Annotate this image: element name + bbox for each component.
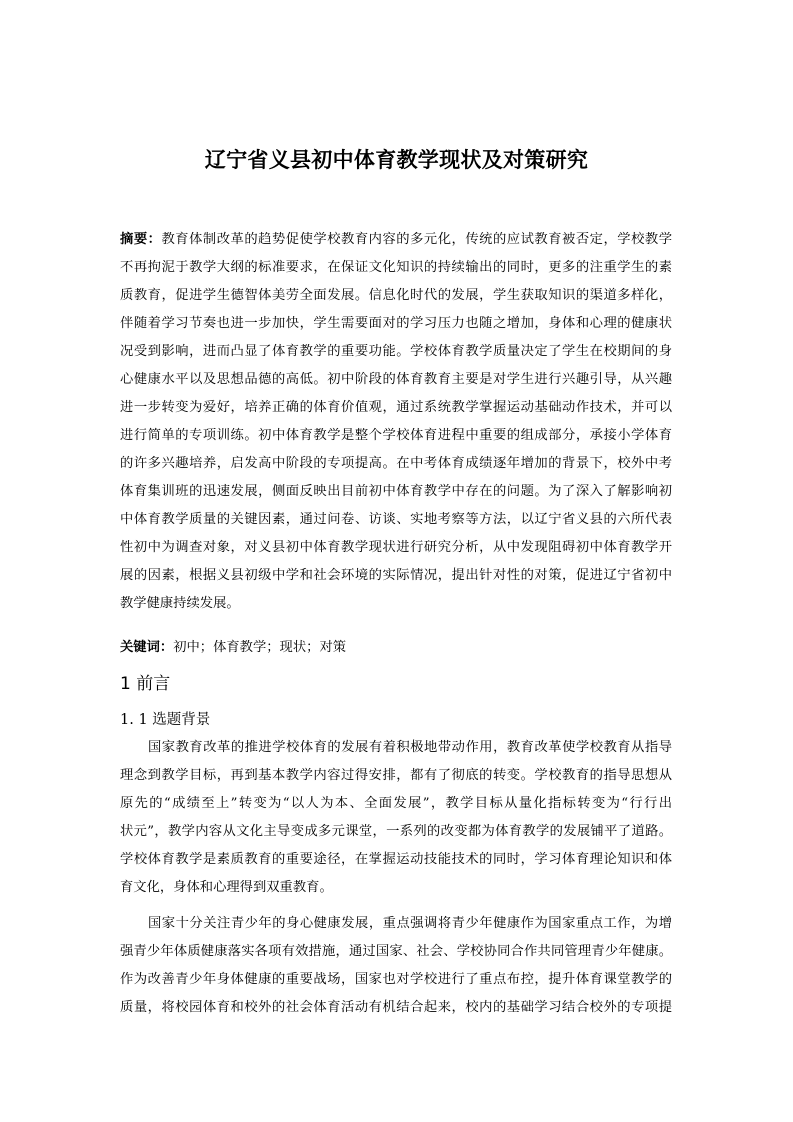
abstract-text: 教育体制改革的趋势促使学校教育内容的多元化，传统的应试教育被否定，学校教学 [161, 232, 672, 247]
paragraph-line: 质量，将校园体育和校外的社会体育活动有机结合起来，校内的基础学习结合校外的专项提 [120, 1000, 672, 1015]
abstract-line: 体育集训班的迅速发展，侧面反映出目前初中体育教学中存在的问题。为了深入了解影响初 [120, 484, 672, 499]
paragraph-line: 育文化，身体和心理得到双重教育。 [120, 880, 333, 895]
paragraph-line: 国家教育改革的推进学校体育的发展有着积极地带动作用，教育改革使学校教育从指导 [148, 740, 672, 755]
abstract-line: 教学健康持续发展。 [120, 596, 240, 611]
paragraph-line: 原先的“成绩至上”转变为“以人为本、全面发展”，教学目标从量化指标转变为“行行出 [120, 796, 672, 811]
abstract-line: 中体育教学质量的关键因素，通过问卷、访谈、实地考察等方法，以辽宁省义县的六所代表 [120, 512, 672, 527]
keywords-label: 关键词： [120, 640, 174, 655]
paragraph-line: 状元”，教学内容从文化主导变成多元课堂，一系列的改变都为体育教学的发展铺平了道路。 [120, 824, 672, 839]
subsection-heading: 1. 1 选题背景 [120, 712, 211, 728]
abstract-line [120, 226, 672, 254]
abstract-line: 心健康水平以及思想品德的高低。初中阶段的体育教育主要是对学生进行兴趣引导，从兴趣 [120, 372, 672, 387]
paragraph-line: 理念到教学目标，再到基本教学内容过得安排，都有了彻底的转变。学校教育的指导思想从 [120, 768, 672, 783]
section-heading: 1 前言 [120, 674, 171, 694]
abstract-line: 进一步转变为爱好，培养正确的体育价值观，通过系统教学掌握运动基础动作技术，并可以 [120, 400, 672, 415]
keywords [120, 634, 672, 662]
abstract-line: 况受到影响，进而凸显了体育教学的重要功能。学校体育教学质量决定了学生在校期间的身 [120, 344, 672, 359]
paragraph [120, 734, 672, 902]
abstract-line: 不再拘泥于教学大纲的标准要求，在保证文化知识的持续输出的同时，更多的注重学生的素 [120, 260, 672, 275]
keywords-text: 初中；体育教学；现状；对策 [173, 640, 347, 655]
abstract [120, 226, 672, 618]
abstract-line: 质教育，促进学生德智体美劳全面发展。信息化时代的发展，学生获取知识的渠道多样化， [120, 288, 672, 303]
abstract-label: 摘要： [120, 232, 162, 247]
abstract-line: 的许多兴趣培养，启发高中阶段的专项提高。在中考体育成绩逐年增加的背景下，校外中考 [120, 456, 672, 471]
paragraph-line: 国家十分关注青少年的身心健康发展，重点强调将青少年健康作为国家重点工作，为增 [148, 916, 672, 931]
abstract-line: 伴随着学习节奏也进一步加快，学生需要面对的学习压力也随之增加，身体和心理的健康状 [120, 316, 672, 331]
abstract-line: 性初中为调查对象，对义县初中体育教学现状进行研究分析，从中发现阻碍初中体育教学开 [120, 540, 672, 555]
keywords-line [120, 634, 672, 662]
paragraph-line: 学校体育教学是素质教育的重要途径，在掌握运动技能技术的同时，学习体育理论知识和体 [120, 852, 672, 867]
paragraph-line: 作为改善青少年身体健康的重要战场，国家也对学校进行了重点布控，提升体育课堂教学的 [120, 972, 672, 987]
paragraph [120, 910, 672, 1022]
paper-title: 辽宁省义县初中体育教学现状及对策研究 [204, 148, 589, 172]
paragraph-line: 强青少年体质健康落实各项有效措施，通过国家、社会、学校协同合作共同管理青少年健康。 [120, 944, 672, 959]
abstract-line: 展的因素，根据义县初级中学和社会环境的实际情况，提出针对性的对策，促进辽宁省初中 [120, 568, 672, 583]
abstract-line: 进行简单的专项训练。初中体育教学是整个学校体育进程中重要的组成部分，承接小学体育 [120, 428, 672, 443]
